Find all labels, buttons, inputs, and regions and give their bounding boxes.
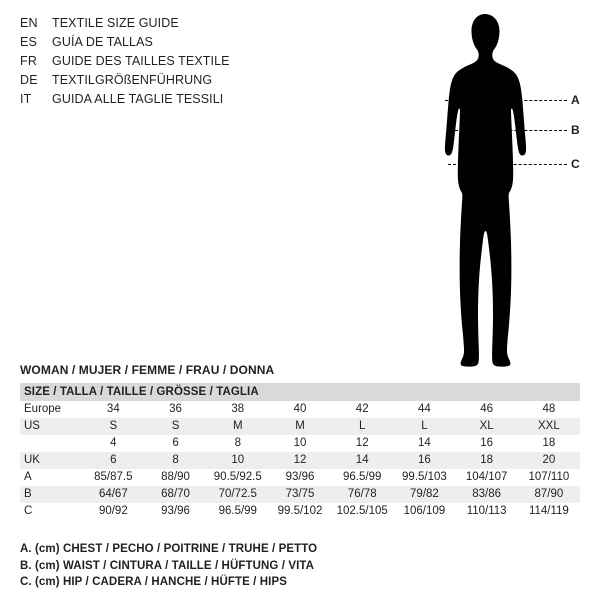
cell: S bbox=[144, 418, 206, 435]
row-label bbox=[20, 435, 82, 452]
cell: 16 bbox=[456, 435, 518, 452]
cell: 14 bbox=[331, 452, 393, 469]
measurement-label-c: C bbox=[571, 157, 580, 171]
cell: 99.5/102 bbox=[269, 503, 331, 520]
cell: 73/75 bbox=[269, 486, 331, 503]
cell: 90/92 bbox=[82, 503, 144, 520]
cell: 76/78 bbox=[331, 486, 393, 503]
language-code: DE bbox=[20, 73, 38, 87]
female-silhouette-icon bbox=[415, 8, 595, 373]
cell: XL bbox=[456, 418, 518, 435]
cell: 6 bbox=[82, 452, 144, 469]
language-row-es bbox=[20, 33, 350, 52]
cell: 99.5/103 bbox=[393, 469, 455, 486]
legend-line-a: A. (cm) CHEST / PECHO / POITRINE / TRUHE / PETTO bbox=[20, 543, 318, 555]
cell: 8 bbox=[207, 435, 269, 452]
cell: 12 bbox=[331, 435, 393, 452]
table-row bbox=[20, 435, 580, 452]
cell: 18 bbox=[518, 435, 580, 452]
cell: 20 bbox=[518, 452, 580, 469]
cell: XXL bbox=[518, 418, 580, 435]
measurement-line-c bbox=[448, 164, 567, 165]
language-code: IT bbox=[20, 92, 32, 106]
table-row bbox=[20, 469, 580, 486]
cell: 44 bbox=[393, 401, 455, 418]
cell: 12 bbox=[269, 452, 331, 469]
row-label: C bbox=[20, 503, 82, 520]
row-label: B bbox=[20, 486, 82, 503]
cell: 64/67 bbox=[82, 486, 144, 503]
measurement-label-a: A bbox=[571, 93, 580, 107]
cell: 85/87.5 bbox=[82, 469, 144, 486]
cell: 114/119 bbox=[518, 503, 580, 520]
measurement-label-b: B bbox=[571, 123, 580, 137]
table-row bbox=[20, 486, 580, 503]
cell: 10 bbox=[269, 435, 331, 452]
legend-line-b: B. (cm) WAIST / CINTURA / TAILLE / HÜFTUNG / VITA bbox=[20, 559, 315, 572]
cell: 70/72.5 bbox=[207, 486, 269, 503]
cell: 88/90 bbox=[144, 469, 206, 486]
cell: 110/113 bbox=[456, 503, 518, 520]
measurement-legend bbox=[20, 541, 420, 591]
language-code: FR bbox=[20, 54, 38, 68]
table-row bbox=[20, 503, 580, 520]
language-title: GUIDA ALLE TAGLIE TESSILI bbox=[52, 92, 224, 106]
cell: 40 bbox=[269, 401, 331, 418]
cell: 34 bbox=[82, 401, 144, 418]
cell: 93/96 bbox=[144, 503, 206, 520]
cell: M bbox=[269, 418, 331, 435]
table-row bbox=[20, 418, 580, 435]
cell: 16 bbox=[393, 452, 455, 469]
table-row bbox=[20, 401, 580, 418]
cell: 96.5/99 bbox=[207, 503, 269, 520]
cell: 93/96 bbox=[269, 469, 331, 486]
row-label: UK bbox=[20, 452, 82, 469]
cell: L bbox=[331, 418, 393, 435]
cell: 14 bbox=[393, 435, 455, 452]
table-header-row bbox=[20, 383, 580, 401]
cell: 42 bbox=[331, 401, 393, 418]
size-table bbox=[20, 383, 580, 520]
language-row-fr bbox=[20, 52, 350, 71]
language-row-en bbox=[20, 14, 350, 33]
table-header-label: SIZE / TALLA / TAILLE / GRÖSSE / TAGLIA bbox=[20, 383, 580, 401]
cell: 90.5/92.5 bbox=[207, 469, 269, 486]
language-title: TEXTILE SIZE GUIDE bbox=[52, 16, 179, 30]
language-title: GUÍA DE TALLAS bbox=[52, 35, 153, 49]
measurement-line-b bbox=[455, 130, 567, 131]
cell: 46 bbox=[456, 401, 518, 418]
cell: 38 bbox=[207, 401, 269, 418]
cell: 6 bbox=[144, 435, 206, 452]
cell: M bbox=[207, 418, 269, 435]
language-code: ES bbox=[20, 35, 38, 49]
woman-section-caption: WOMAN / MUJER / FEMME / FRAU / DONNA bbox=[20, 363, 275, 377]
cell: 107/110 bbox=[518, 469, 580, 486]
cell: L bbox=[393, 418, 455, 435]
cell: 4 bbox=[82, 435, 144, 452]
cell: 68/70 bbox=[144, 486, 206, 503]
language-title: TEXTILGRÖßENFÜHRUNG bbox=[52, 73, 213, 87]
cell: 96.5/99 bbox=[331, 469, 393, 486]
cell: 48 bbox=[518, 401, 580, 418]
cell: 87/90 bbox=[518, 486, 580, 503]
row-label: Europe bbox=[20, 401, 82, 418]
cell: 104/107 bbox=[456, 469, 518, 486]
measurement-line-a bbox=[445, 100, 567, 101]
cell: 79/82 bbox=[393, 486, 455, 503]
language-row-de bbox=[20, 71, 350, 90]
cell: 8 bbox=[144, 452, 206, 469]
cell: 106/109 bbox=[393, 503, 455, 520]
row-label: A bbox=[20, 469, 82, 486]
cell: 83/86 bbox=[456, 486, 518, 503]
row-label: US bbox=[20, 418, 82, 435]
language-code: EN bbox=[20, 16, 38, 30]
cell: S bbox=[82, 418, 144, 435]
female-body-figure bbox=[415, 8, 595, 373]
language-title: GUIDE DES TAILLES TEXTILE bbox=[52, 54, 230, 68]
cell: 36 bbox=[144, 401, 206, 418]
language-title-list bbox=[20, 14, 350, 109]
cell: 18 bbox=[456, 452, 518, 469]
cell: 10 bbox=[207, 452, 269, 469]
language-row-it bbox=[20, 90, 350, 109]
cell: 102.5/105 bbox=[331, 503, 393, 520]
table-row bbox=[20, 452, 580, 469]
legend-line-c: C. (cm) HIP / CADERA / HANCHE / HÜFTE / HIPS bbox=[20, 576, 288, 588]
